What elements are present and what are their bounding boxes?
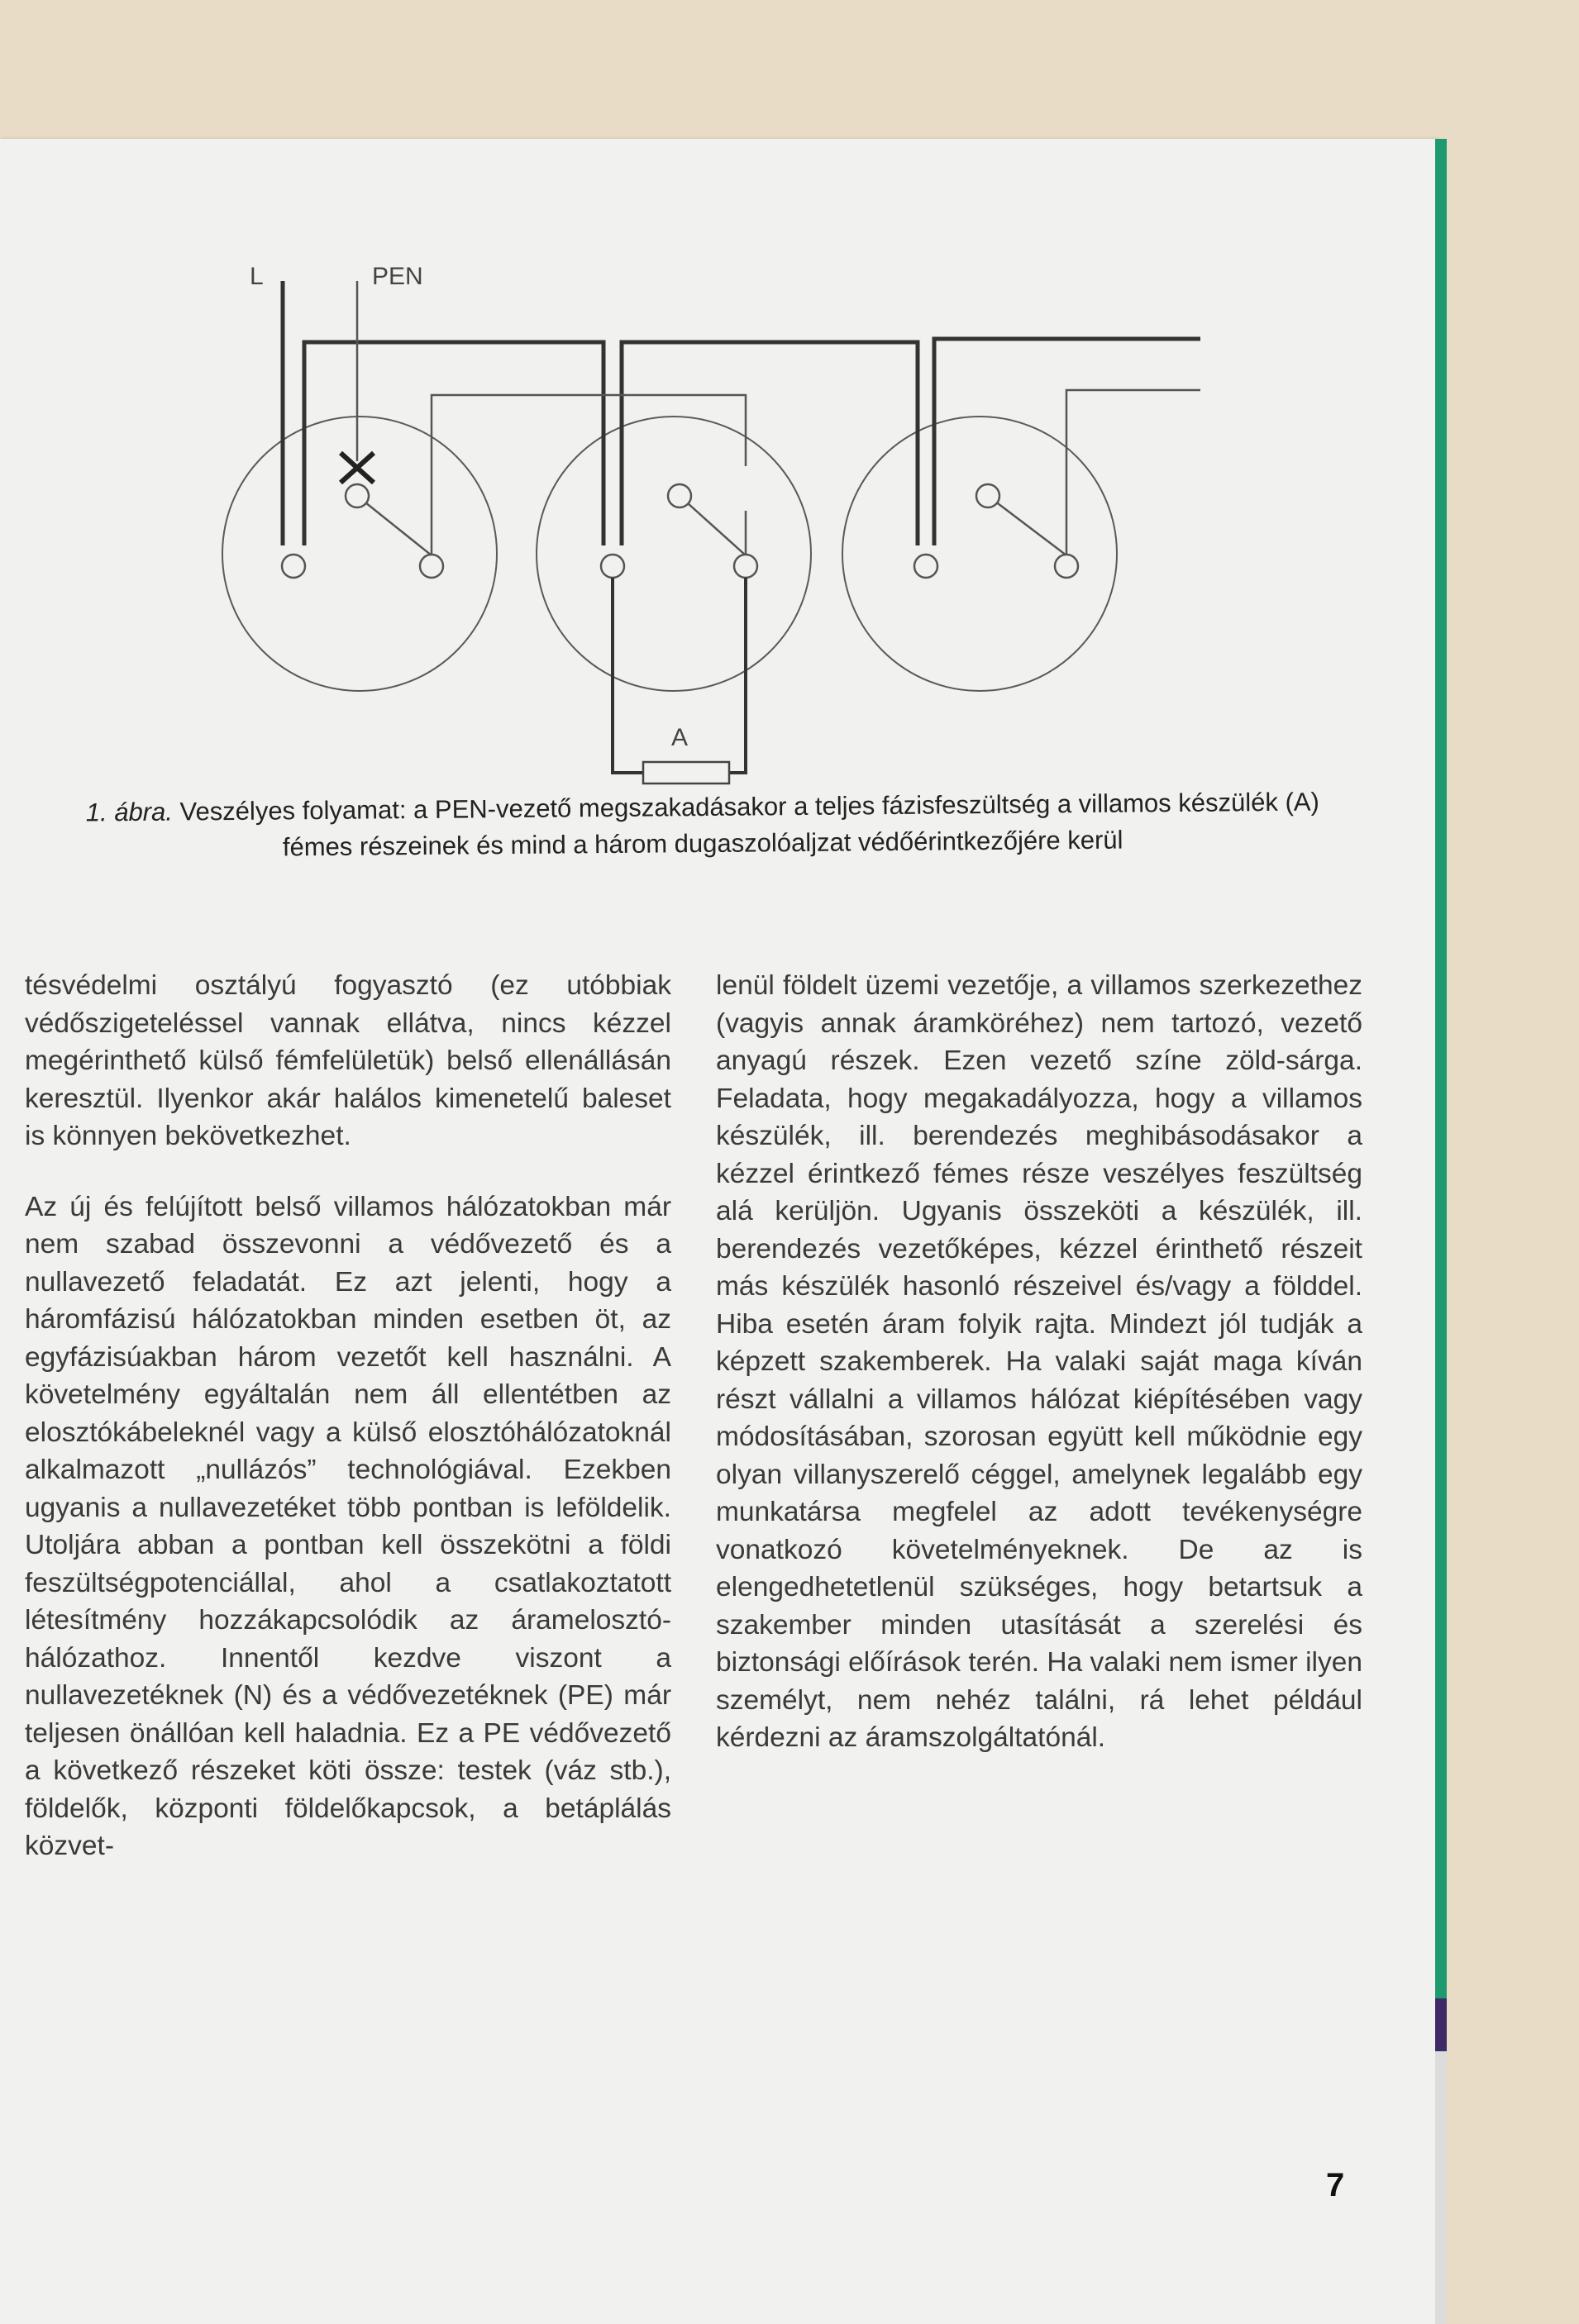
right-paragraph-1: lenül földelt üzemi vezetője, a villamos szerkezethez (vagyis annak áramköréhez) nem tartozó, vezető anyagú részek. Ezen vezető színe zöld-sárga. Feladata, hogy megakadályozza, hogy a villamos készülék, ill. berendezés meghibásodásakor a kézzel érintkező fémes része veszélyes feszültség alá kerüljön. Ugyanis összeköti a készülék, ill. berendezés vezetőképes, kézzel érinthető részeit más készülék hasonló részeivel és/vagy a földdel. Hiba esetén áram folyik rajta. Mindezt jól tudják a képzett szakemberek. Ha valaki saját maga kíván részt vállalni a villamos hálózat kiépítésében vagy módosításában, szorosan együtt kell működnie egy olyan villanyszerelő céggel, amelynek legalább egy munkatársa megfelel az adott tevékenységre vonatkozó követelményeknek. De az is elengedhetetlenül szükséges, hogy betartsuk a szakember minden utasítását a szerelési és biztonsági előírások terén. Ha valaki nem ismer ilyen személyt, nem nehéz találni, rá lehet például kérdezni az áramszolgáltatónál. — [716, 970, 1363, 1753]
right-column — [716, 967, 1362, 1790]
label-pen: PEN — [372, 263, 423, 290]
left-paragraph-1: tésvédelmi osztályú fogyasztó (ez utóbbiak védőszigeteléssel vannak ellátva, nincs kézzel megérinthető külső fémfelületük) belső ellenállásán keresztül. Ilyenkor akár halálos kimenetelű baleset is könnyen bekövetkezhet. — [25, 970, 671, 1151]
socket-3-neutral-contact — [1055, 555, 1078, 578]
socket-1-phase-contact — [282, 555, 305, 578]
wiring-diagram — [198, 248, 1215, 810]
caption-text-2: fémes részeinek és mind a három dugaszolóaljzat védőérintkezőjére kerül — [282, 825, 1123, 862]
left-column — [25, 967, 671, 1898]
label-l: L — [250, 263, 264, 290]
page-number: 7 — [1326, 2167, 1345, 2203]
left-paragraph-2: Az új és felújított belső villamos hálózatokban már nem szabad összevonni a védővezető és a nullavezető feladatát. Ez azt jelenti, hogy a háromfázisú hálózatokban minden esetben öt, az egyfázisúakban három vezetőt kell használni. A követelmény egyáltalán nem áll ellentétben az elosztókábeleknél vagy a külső elosztóhálózatoknál alkalmazott „nullázós” technológiával. Ezekben ugyanis a nullavezetéket több pontban is leföldelik. Utoljára abban a pontban kell összekötni a földi feszültségpotenciállal, ahol a csatlakoztatott létesítmény hozzákapcsolódik az áramelosztó-hálózathoz. Innentől kezdve viszont a nullavezetéknek (N) és a védővezetéknek (PE) már teljesen önállóan kell haladnia. Ez a PE védővezető a következő részeket köti össze: testek (váz stb.), földelők, központi földelőkapcsok, a betáplálás közvet- — [25, 1191, 671, 1861]
phase-conductor-l — [283, 281, 1200, 545]
figure-caption — [25, 783, 1381, 868]
page-edge-grey-stripe — [1435, 2051, 1447, 2324]
page-edge-green-stripe — [1435, 139, 1447, 1998]
socket-2-protective-contact — [668, 484, 691, 507]
label-a: A — [671, 724, 689, 751]
caption-label: 1. ábra. — [85, 797, 174, 827]
socket-2-neutral-contact — [734, 555, 757, 578]
socket-1-protective-contact — [346, 484, 369, 507]
socket-circle-1 — [222, 417, 497, 691]
socket-2-phase-contact — [601, 555, 624, 578]
socket-circle-2 — [537, 417, 811, 691]
socket-3-protective-contact — [976, 484, 999, 507]
appliance-a-resistor — [643, 762, 729, 783]
socket-1-neutral-contact — [420, 555, 443, 578]
pen-conductor — [357, 281, 1200, 555]
socket-3-phase-contact — [914, 555, 937, 578]
wiring-diagram-svg — [198, 248, 1215, 810]
socket-circle-3 — [842, 417, 1117, 691]
caption-text-1: Veszélyes folyamat: a PEN-vezető megszakadásakor a teljes fázisfeszültség a villamos készülék (A) — [179, 787, 1319, 826]
page-edge-purple-stripe — [1435, 1998, 1447, 2051]
